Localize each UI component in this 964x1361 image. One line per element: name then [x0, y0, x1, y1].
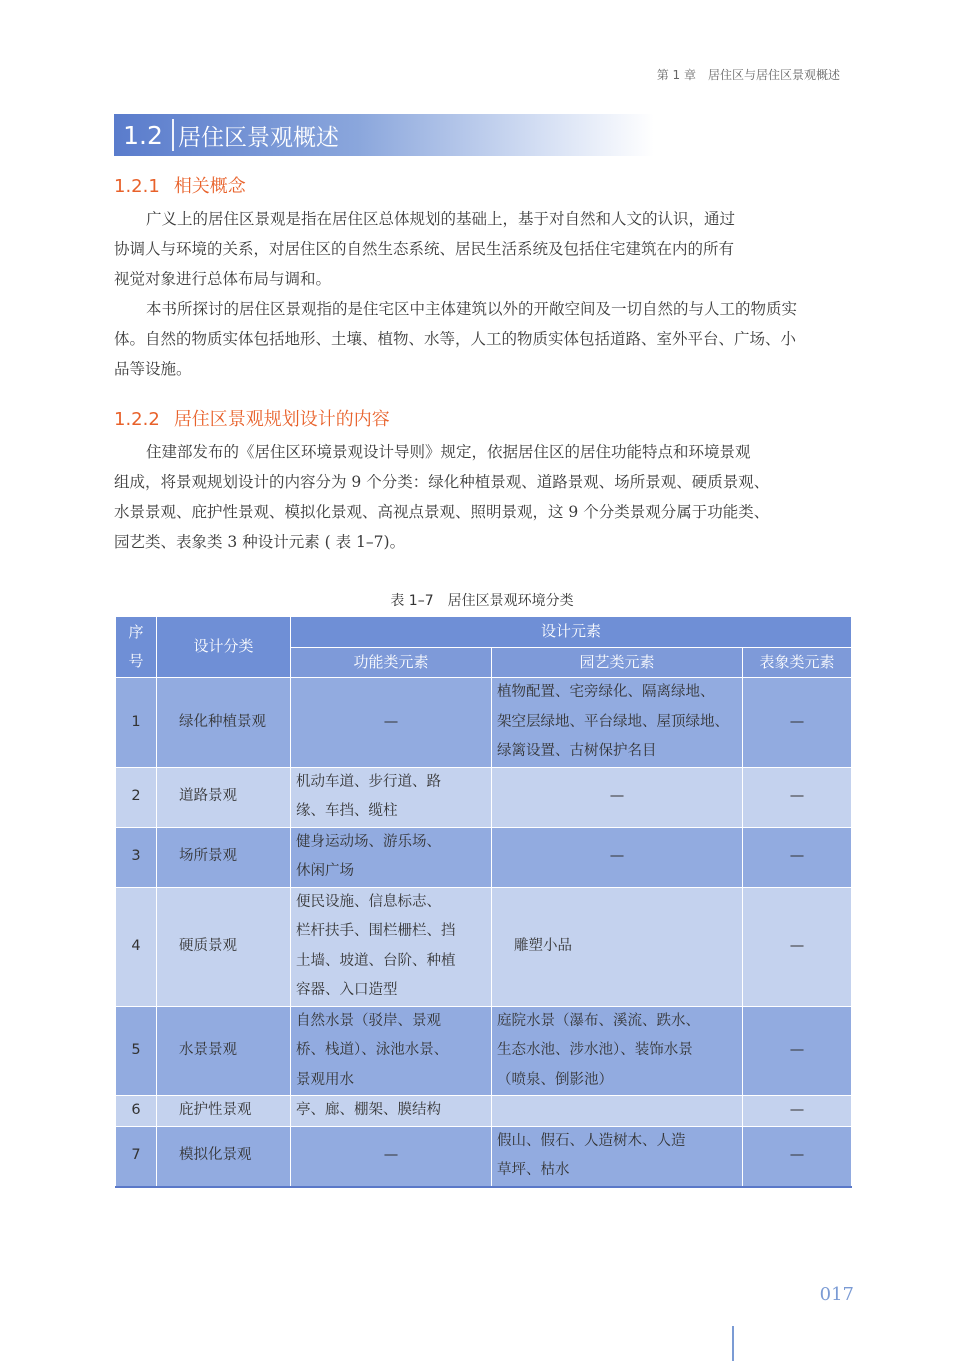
cell-category: 模拟化景观 [157, 1126, 291, 1187]
paragraph-line: 本书所探讨的居住区景观指的是住宅区中主体建筑以外的开敞空间及一切自然的与人工的物质实 [146, 300, 798, 318]
cell-category: 绿化种植景观 [157, 678, 291, 768]
cell-index: 6 [116, 1096, 157, 1127]
table-row [116, 1096, 852, 1127]
table-row [116, 767, 852, 827]
cell-line: 容器、入口造型 [296, 982, 398, 998]
cell-category: 水景景观 [157, 1006, 291, 1096]
cell-functional [291, 887, 492, 1006]
paragraph-line: 视觉对象进行总体布局与调和。 [114, 270, 332, 288]
cell-functional [291, 767, 492, 827]
header-index-top: 序 [128, 622, 144, 641]
cell-index: 3 [116, 827, 157, 887]
cell-horticultural [492, 1126, 743, 1187]
cell-line: 自然水景（驳岸、景观 [296, 1012, 441, 1029]
cell-functional [291, 1096, 492, 1127]
subsection-heading-1 [114, 172, 246, 198]
cell-horticultural [492, 1006, 743, 1096]
paragraph-1 [114, 204, 850, 294]
cell-horticultural [492, 1096, 743, 1127]
cell-line: — [383, 1147, 399, 1164]
cell-representational: — [743, 767, 852, 827]
cell-representational: — [743, 1006, 852, 1096]
footer-rule [732, 1326, 734, 1361]
cell-index: 2 [116, 767, 157, 827]
cell-index: 5 [116, 1006, 157, 1096]
cell-category: 场所景观 [157, 827, 291, 887]
cell-line: 草坪、枯水 [497, 1162, 570, 1178]
header-functional: 功能类元素 [291, 647, 492, 678]
table-row [116, 1006, 852, 1096]
section-heading [114, 114, 654, 156]
subsection-heading-2 [114, 405, 390, 431]
cell-functional [291, 827, 492, 887]
table-row [116, 1126, 852, 1187]
cell-representational: — [743, 1126, 852, 1187]
cell-functional [291, 1126, 492, 1187]
cell-line: 生态水池、涉水池）、装饰水景 [497, 1042, 693, 1058]
paragraph-3 [114, 437, 850, 557]
cell-category: 庇护性景观 [157, 1096, 291, 1127]
cell-line: — [383, 713, 399, 730]
paragraph-line: 住建部发布的《居住区环境景观设计导则》规定，依据居住区的居住功能特点和环境景观 [146, 443, 751, 461]
subsection-number: 1.2.2 [114, 409, 160, 430]
cell-line: 植物配置、宅旁绿化、隔离绿地、 [497, 684, 715, 700]
section-number: 1.2 [123, 120, 163, 150]
page-number: 017 [819, 1284, 854, 1305]
cell-functional [291, 1006, 492, 1096]
cell-horticultural [492, 887, 743, 1006]
header-index-bottom: 号 [128, 652, 144, 670]
paragraph-line: 协调人与环境的关系，对居住区的自然生态系统、居民生活系统及包括住宅建筑在内的所有 [114, 240, 735, 258]
table-row [116, 827, 852, 887]
cell-line: 栏杆扶手、围栏栅栏、挡 [296, 923, 456, 939]
cell-line: 绿篱设置、古树保护名目 [497, 743, 657, 759]
header-index [116, 617, 157, 678]
cell-representational: — [743, 827, 852, 887]
cell-category: 硬质景观 [157, 887, 291, 1006]
cell-line: 机动车道、步行道、路 [296, 773, 441, 790]
paragraph-line: 品等设施。 [114, 360, 192, 378]
cell-functional [291, 678, 492, 768]
header-horticultural: 园艺类元素 [492, 647, 743, 678]
cell-representational: — [743, 1096, 852, 1127]
cell-representational: — [743, 678, 852, 768]
cell-line: 健身运动场、游乐场、 [296, 833, 441, 850]
cell-line: 便民设施、信息标志、 [296, 893, 441, 910]
cell-index: 1 [116, 678, 157, 768]
cell-index: 7 [116, 1126, 157, 1187]
paragraph-line: 水景景观、庇护性景观、模拟化景观、高视点景观、照明景观，这 9 个分类景观分属于功能类、 [114, 503, 770, 521]
header-representational: 表象类元素 [743, 647, 852, 678]
landscape-classification-table [115, 616, 852, 1188]
subsection-title: 居住区景观规划设计的内容 [173, 409, 390, 430]
section-title: 居住区景观概述 [178, 124, 339, 151]
cell-line: 桥、栈道）、泳池水景、 [296, 1042, 449, 1058]
section-divider [172, 119, 174, 151]
cell-line: — [609, 788, 625, 805]
header-elements: 设计元素 [291, 617, 852, 648]
cell-line: 休闲广场 [296, 863, 354, 879]
paragraph-2 [114, 294, 850, 384]
cell-horticultural [492, 767, 743, 827]
cell-line: 架空层绿地、平台绿地、屋顶绿地、 [497, 713, 729, 730]
paragraph-line: 组成，将景观规划设计的内容分为 9 个分类：绿化种植景观、道路景观、场所景观、硬质景观、 [114, 473, 770, 491]
cell-line: 景观用水 [296, 1071, 354, 1088]
cell-horticultural [492, 678, 743, 768]
table-caption: 表 1–7 居住区景观环境分类 [390, 593, 574, 609]
paragraph-line: 体。自然的物质实体包括地形、土壤、植物、水等，人工的物质实体包括道路、室外平台、广场、小 [114, 330, 797, 348]
paragraph-line: 广义上的居住区景观是指在居住区总体规划的基础上，基于对自然和人文的认识，通过 [146, 210, 736, 228]
cell-line: 雕塑小品 [514, 937, 572, 954]
cell-line: 亭、廊、棚架、膜结构 [296, 1102, 441, 1118]
table-row [116, 678, 852, 768]
running-head: 第 1 章 居住区与居住区景观概述 [656, 68, 840, 82]
paragraph-line: 园艺类、表象类 3 种设计元素 ( 表 1–7)。 [114, 533, 406, 551]
cell-line: （喷泉、倒影池） [497, 1071, 613, 1088]
subsection-number: 1.2.1 [114, 176, 160, 197]
cell-line: 缘、车挡、缆柱 [296, 803, 398, 819]
table-row [116, 887, 852, 1006]
header-category: 设计分类 [157, 617, 291, 678]
cell-representational: — [743, 887, 852, 1006]
cell-line: 庭院水景（瀑布、溪流、跌水、 [497, 1012, 700, 1029]
cell-line: — [609, 848, 625, 865]
cell-line: 土墙、坡道、台阶、种植 [296, 952, 456, 969]
cell-horticultural [492, 827, 743, 887]
subsection-title: 相关概念 [173, 176, 246, 197]
cell-category: 道路景观 [157, 767, 291, 827]
cell-index: 4 [116, 887, 157, 1006]
cell-line: 假山、假石、人造树木、人造 [497, 1132, 686, 1149]
